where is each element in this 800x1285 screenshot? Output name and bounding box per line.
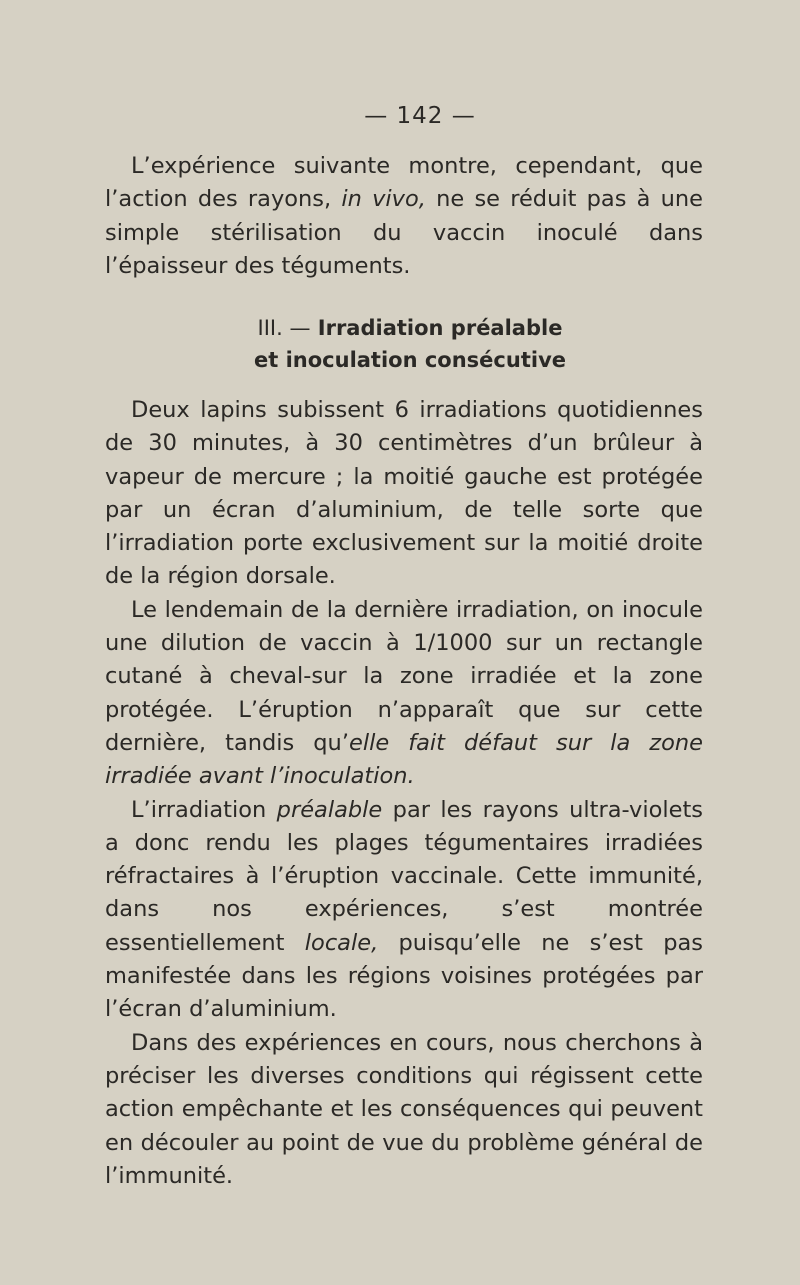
- paragraph-3-start: L’irradiation: [131, 796, 277, 823]
- intro-italic: in vivo,: [341, 186, 426, 213]
- section-title-line1: Irradiation préalable: [317, 316, 563, 340]
- paragraph-3: [105, 794, 703, 1027]
- paragraph-1: Deux lapins subissent 6 irradiations quotidiennes de 30 minutes, à 30 centimètres d’un brûleur à vapeur de mercure ; la moitié gauche est protégée par un écran d’aluminium, de telle sorte que l’irradiation porte exclusivement sur la moitié droite de la région dorsale.: [105, 397, 703, 590]
- intro-paragraph: [105, 150, 703, 283]
- body-text: [105, 394, 703, 1193]
- intro-tail: ne se réduit pas à une simple stérilisation du vaccin inoculé dans l’épaisseur des téguments.: [105, 186, 703, 279]
- section-roman: III. —: [257, 316, 311, 340]
- paragraph-3-italic-2: locale,: [304, 929, 379, 956]
- section-title-line2: et inoculation consécutive: [254, 348, 566, 372]
- page-number: — 142 —: [364, 103, 476, 129]
- paragraph-3-mid: par les rayons ultra-violets a donc rendu les plages tégumentaires irradiées réfractaires à l’éruption vaccinale. Cette immunité, dans nos expériences, s’est montrée essentiellement: [105, 796, 703, 956]
- intro-text: L’expérience suivante montre, cependant, que l’action des rayons,: [105, 153, 703, 213]
- paragraph-3-italic-1: préalable: [276, 796, 383, 823]
- paragraph-2-text: Le lendemain de la dernière irradiation, on inocule une dilution de vaccin à 1/1000 sur un rectangle cutané à cheval-sur la zone irradiée et la zone protégée. L’éruption n’apparaît que sur cette dernière, tandis qu’: [105, 596, 703, 756]
- paragraph-3-end: puisqu’elle ne s’est pas manifestée dans les régions voisines protégées par l’écran d’aluminium.: [105, 929, 703, 1023]
- paragraph-2: [105, 594, 703, 794]
- paragraph-2-italic: elle fait défaut sur la zone irradiée avant l’inoculation.: [105, 729, 703, 790]
- paragraph-4: Dans des expériences en cours, nous cherchons à préciser les diverses conditions qui régissent cette action empêchante et les conséquences qui peuvent en découler au point de vue du problème général de l’immunité.: [105, 1029, 703, 1189]
- section-heading: [160, 312, 660, 376]
